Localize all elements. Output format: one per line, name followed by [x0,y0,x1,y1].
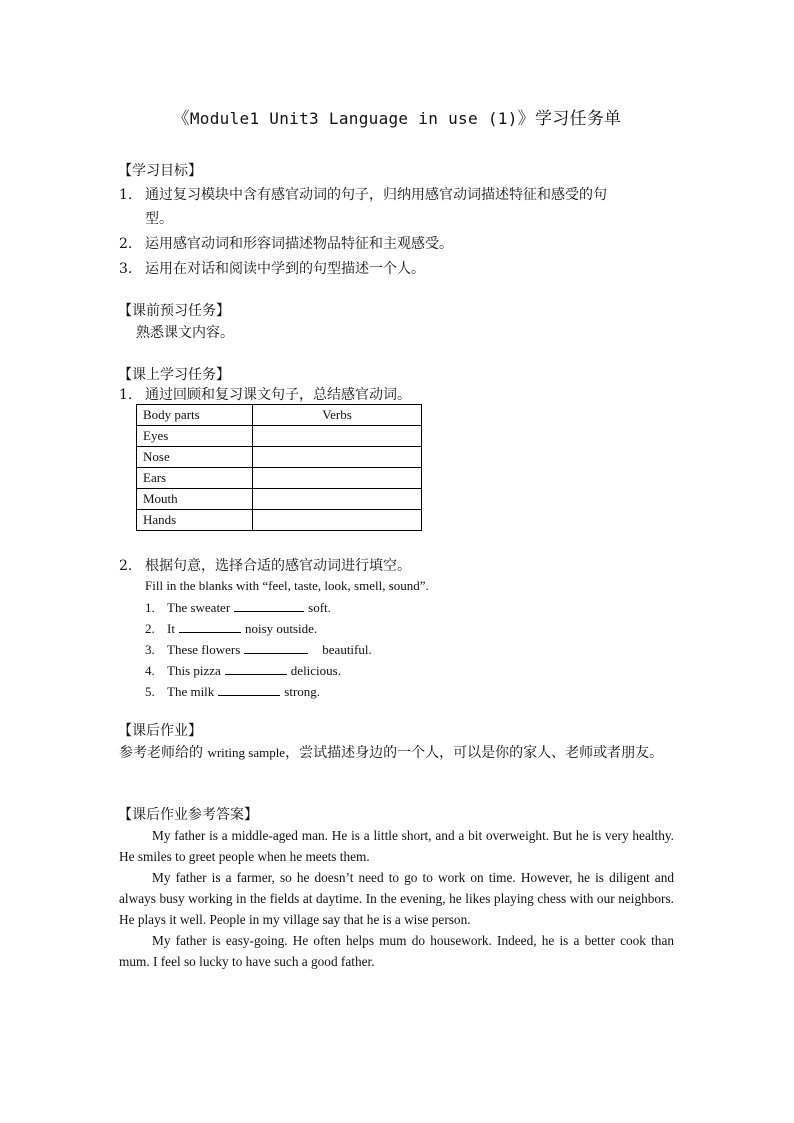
senses-verbs-table [136,404,422,531]
answer-paragraph: My father is easy-going. He often helps mum do housework. Indeed, he is a better cook than mum. I feel so lucky to have such a good father. [119,933,674,969]
body-part-cell: Nose [137,447,253,468]
homework-text-en: writing sample [207,745,286,760]
objective-text: 通过复习模块中含有感官动词的句子，归纳用感官动词描述特征和感受的句 [145,187,607,203]
item-before: The sweater [167,600,231,615]
title-english: Module1 Unit3 Language in use (1) [189,109,518,128]
item-num: 1. [145,600,155,615]
objective-text: 运用感官动词和形容词描述物品特征和主观感受。 [145,236,453,252]
item-after: strong. [284,684,321,699]
item-before: These flowers [167,642,241,657]
homework-heading: 【课后作业】 [118,723,202,739]
verb-answer-cell[interactable] [253,426,422,447]
item-after: delicious. [290,663,341,678]
objective-item [119,184,607,204]
body-part-cell: Eyes [137,426,253,447]
item-before: The milk [167,684,215,699]
item-num: 4. [145,663,155,678]
table-row [137,447,422,468]
table-header-verbs: Verbs [253,405,422,426]
item-after: noisy outside. [244,621,318,636]
answer-blank[interactable] [225,662,287,675]
objective-num: 2. [119,236,133,252]
fill-blank-item [145,599,331,616]
table-header-body-parts: Body parts [137,405,253,426]
task1-num: 1. [119,387,133,403]
homework-text-a: 参考老师给的 [119,745,208,761]
item-num: 3. [145,642,155,657]
item-num: 2. [145,621,155,636]
objective-text-continued: 型。 [145,211,173,227]
table-header-row [137,405,422,426]
answer-blank[interactable] [179,620,241,633]
body-part-cell: Mouth [137,489,253,510]
item-before: It [167,621,175,636]
body-part-cell: Hands [137,510,253,531]
objective-num: 3. [119,261,133,277]
table-row [137,489,422,510]
title-chinese: 》学习任务单 [517,109,622,129]
fill-blank-item [145,662,341,679]
task2-text: 根据句意，选择合适的感官动词进行填空。 [145,558,411,574]
verb-answer-cell[interactable] [253,447,422,468]
objective-text: 运用在对话和阅读中学到的句型描述一个人。 [145,261,425,277]
item-after: beautiful. [322,642,372,657]
task1-text: 通过回顾和复习课文句子，总结感官动词。 [145,387,411,403]
preview-heading: 【课前预习任务】 [118,303,230,319]
objectives-heading: 【学习目标】 [118,163,202,179]
objective-item [119,233,453,253]
answer-blank[interactable] [244,641,308,654]
answer-paragraph: My father is a middle-aged man. He is a little short, and a bit overweight. But he is very healthy. He smiles to greet people when he meets them. [119,828,674,864]
table-row [137,468,422,489]
item-after: soft. [308,600,331,615]
answers-heading: 【课后作业参考答案】 [118,807,258,823]
fill-blank-item [145,641,372,658]
objective-num: 1. [119,187,133,203]
answer-blank[interactable] [218,683,280,696]
task2-num: 2. [119,558,133,574]
fill-blank-item [145,683,320,700]
fill-blank-item [145,620,317,637]
answer-paragraph: My father is a farmer, so he doesn’t need to go to work on time. However, he is diligent and always busy working in the fields at daytime. In the evening, he likes playing chess with our neighbors. He plays it well. People in my village say that he is a wise person. [119,870,674,927]
answer-blank[interactable] [234,599,304,612]
table-row [137,510,422,531]
verb-answer-cell[interactable] [253,489,422,510]
verb-answer-cell[interactable] [253,510,422,531]
homework-text [119,742,679,764]
homework-text-b: ，尝试描述身边的一个人，可以是你的家人、老师或者朋友。 [285,745,664,761]
objective-item [119,258,425,278]
task1 [119,384,411,404]
page-title [0,104,794,129]
body-part-cell: Ears [137,468,253,489]
verb-answer-cell[interactable] [253,468,422,489]
table-row [137,426,422,447]
answer-essay [119,825,674,972]
inclass-heading: 【课上学习任务】 [118,367,230,383]
title-open-bracket: 《 [172,109,190,129]
task2-instruction: Fill in the blanks with “feel, taste, look, smell, sound”. [145,578,429,593]
task2 [119,555,411,575]
preview-text: 熟悉课文内容。 [136,325,234,341]
item-num: 5. [145,684,155,699]
item-before: This pizza [167,663,221,678]
